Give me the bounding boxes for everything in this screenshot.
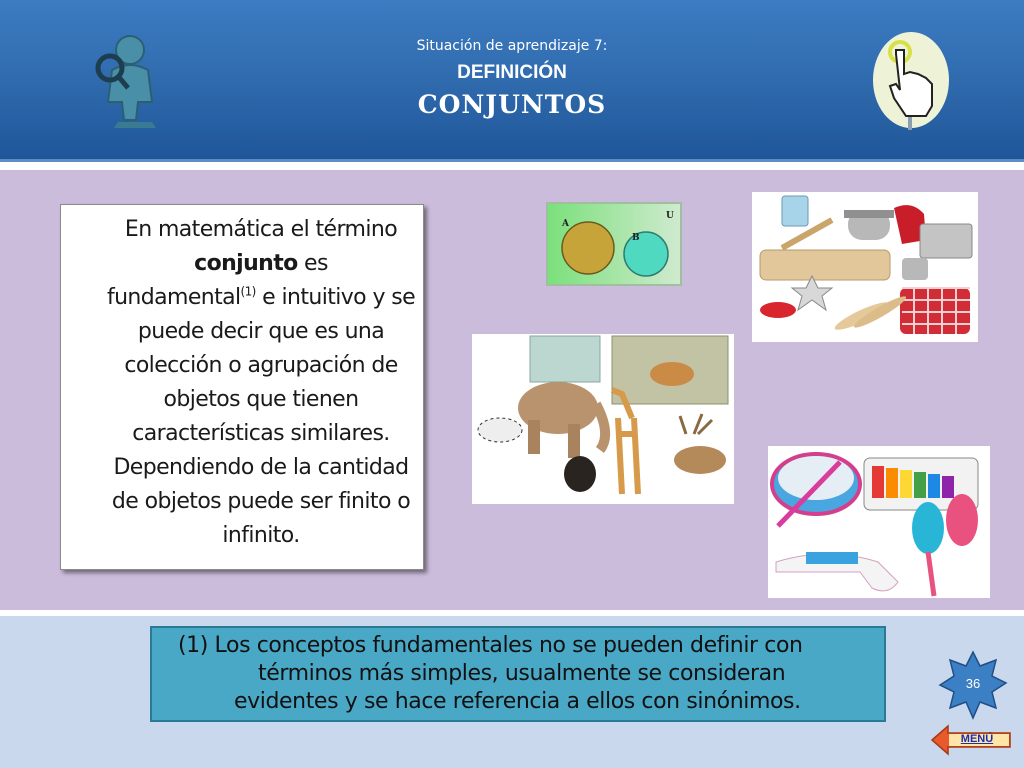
footnote-box (150, 626, 886, 722)
footnote-text: (1) Los conceptos fundamentales no se pueden definir con términos más simples, usualmente se consideran evidentes y se hace referencia a ellos con sinónimos. (178, 633, 803, 714)
page-number: 36 (965, 676, 981, 691)
footnote-ref: (1) (240, 284, 256, 299)
keyword-conjunto: conjunto (194, 251, 298, 276)
venn-label-u: U (666, 211, 674, 221)
definition-box (60, 204, 424, 570)
definition-text: En matemática el término conjunto es fundamental$^{(1)}$ e intuitivo y se puede decir que es una colección o agrupación de objetos que tienen características similares. Dependiendo de la cantidad de objetos puede ser finito o infinito. (106, 217, 416, 548)
section-label: DEFINICIÓN (457, 62, 567, 83)
header-divider (0, 162, 1024, 170)
kitchen-utensils-image (752, 192, 978, 342)
animal-figures-image (472, 334, 734, 504)
menu-link[interactable]: MENÚ (960, 733, 994, 745)
venn-label-a: A (562, 219, 569, 229)
page-title: CONJUNTOS (417, 90, 607, 119)
venn-label-b: B (632, 233, 640, 243)
content-divider (0, 610, 1024, 616)
slide-subtitle: Situación de aprendizaje 7: (416, 38, 608, 54)
venn-diagram-image (546, 202, 682, 286)
musical-toys-image (768, 446, 990, 598)
slide-header (0, 0, 1024, 162)
pointer-hand-icon[interactable] (870, 28, 952, 132)
